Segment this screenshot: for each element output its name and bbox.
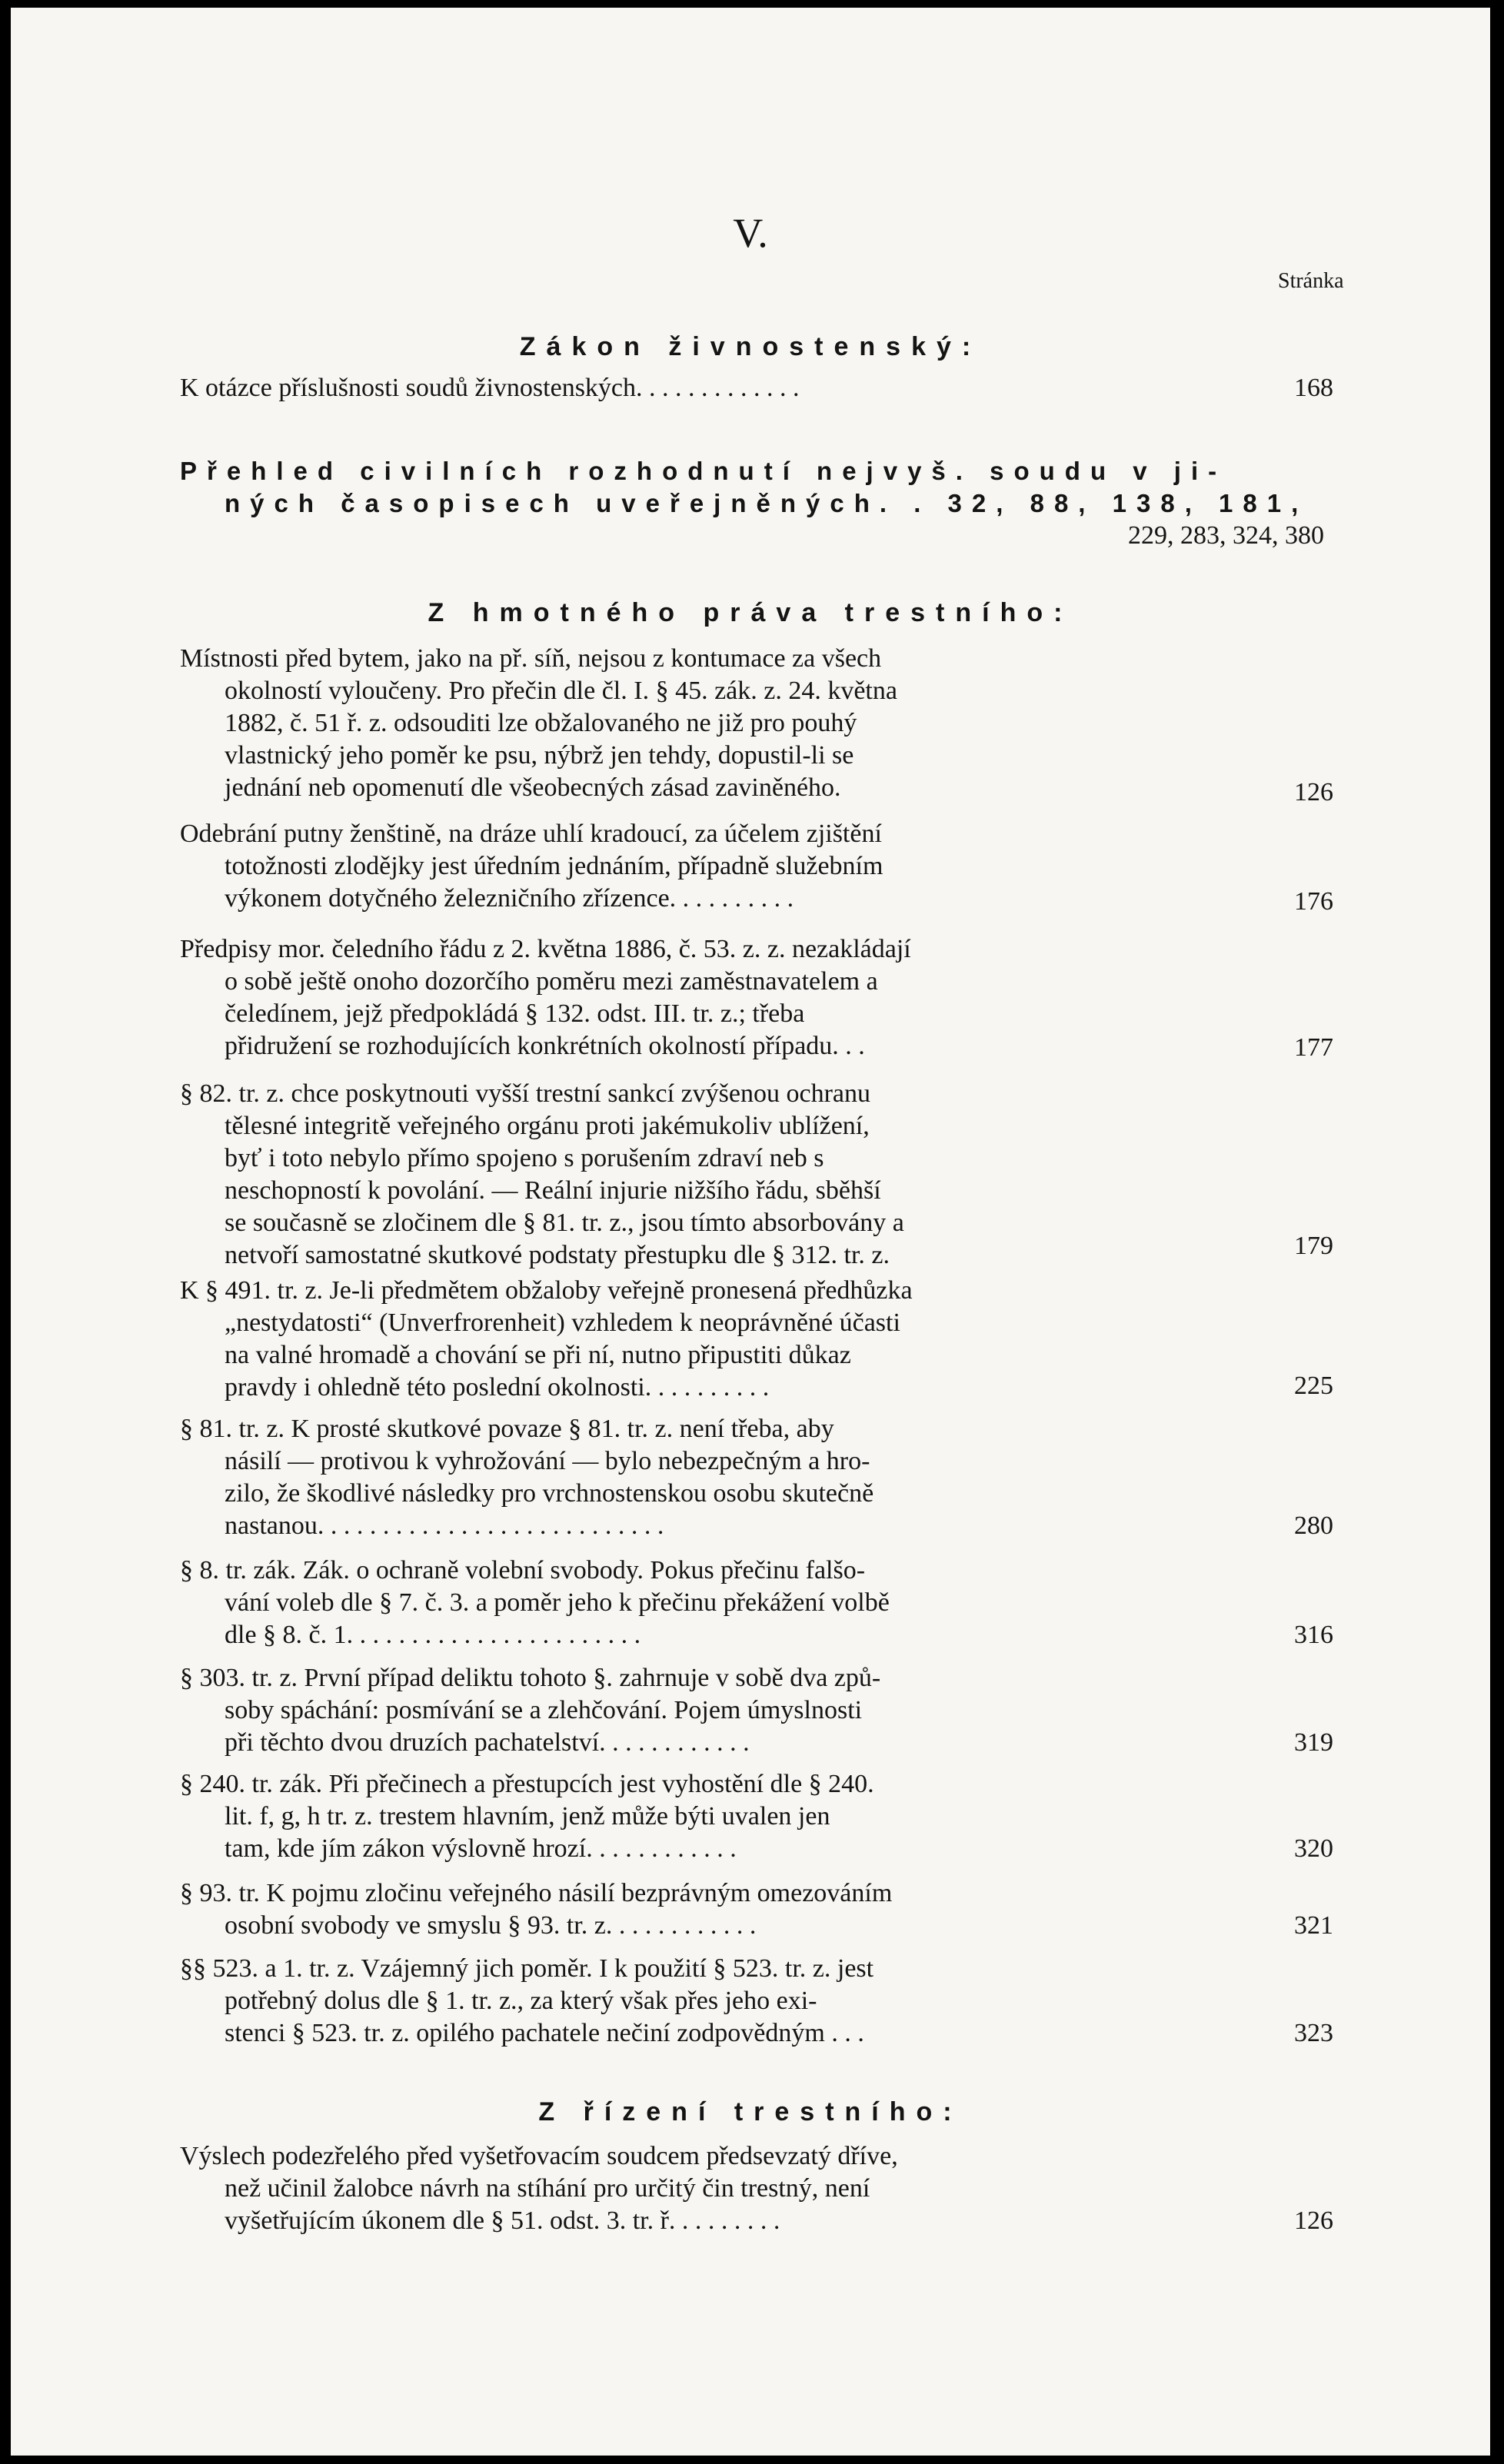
- entry-line: „nestydatosti“ (Unverfrorenheit) vzhledem k neoprávněné účasti: [225, 1308, 900, 1337]
- entry-page: 323: [1294, 2019, 1333, 2047]
- entry-line: vyšetřujícím úkonem dle § 51. odst. 3. tr. ř. . . . . . . . .: [225, 2206, 780, 2235]
- entry-line: byť i toto nebylo přímo spojeno s porušením zdraví neb s: [225, 1144, 824, 1172]
- entry-page: 321: [1294, 1911, 1333, 1940]
- entry-line: stenci § 523. tr. z. opilého pachatele nečiní zodpovědným . . .: [225, 2019, 864, 2047]
- entry-line: neschopností k povolání. — Reální injurie nižšího řádu, sběhší: [225, 1176, 881, 1205]
- entry-line: § 303. tr. z. První případ deliktu tohoto §. zahrnuje v sobě dva způ-: [180, 1664, 881, 1692]
- section-numeral: V.: [733, 210, 768, 256]
- entry-page: 176: [1294, 887, 1333, 916]
- entry-page: 126: [1294, 778, 1333, 806]
- entry-line: osobní svobody ve smyslu § 93. tr. z. . . . . . . . . . . .: [225, 1911, 757, 1940]
- entry-line: totožnosti zlodějky jest úředním jednáním, případně služebním: [225, 852, 883, 880]
- entry-1: [180, 372, 1333, 404]
- entry-line: K otázce příslušnosti soudů živnostenských. . . . . . . . . . . . .: [180, 374, 800, 402]
- entry-page: 319: [1294, 1728, 1333, 1757]
- entry-13: [180, 1953, 1333, 2050]
- entry-line: násilí — protivou k vyhrožování — bylo nebezpečným a hro-: [225, 1447, 870, 1475]
- entry-line: potřebný dolus dle § 1. tr. z., za který však přes jeho exi-: [225, 1987, 817, 2015]
- entry-line: při těchto dvou druzích pachatelství. . . . . . . . . . . .: [225, 1728, 750, 1757]
- entry-2: [180, 455, 1333, 552]
- entry-page: 316: [1294, 1621, 1333, 1649]
- entry-10: [180, 1662, 1333, 1759]
- entry-line: vlastnický jeho poměr ke psu, nýbrž jen tehdy, dopustil-li se: [225, 741, 854, 770]
- book-page: [11, 8, 1490, 2456]
- entry-9: [180, 1555, 1333, 1651]
- entry-line: tam, kde jím zákon výslovně hrozí. . . . . . . . . . . .: [225, 1834, 737, 1863]
- entry-line: dle § 8. č. 1. . . . . . . . . . . . . . . . . . . . . . .: [225, 1621, 641, 1649]
- entry-page: 320: [1294, 1834, 1333, 1863]
- entry-line: pravdy i ohledně této poslední okolnosti. . . . . . . . . .: [225, 1373, 770, 1402]
- entry-page: 225: [1294, 1372, 1333, 1400]
- entry-line: než učinil žalobce návrh na stíhání pro určitý čin trestný, není: [225, 2174, 870, 2203]
- entry-line: 1882, č. 51 ř. z. odsouditi lze obžalovaného ne již pro pouhý: [225, 709, 857, 737]
- entry-page: 168: [1294, 374, 1333, 402]
- entry-line: Výslech podezřelého před vyšetřovacím soudcem předsevzatý dříve,: [180, 2142, 898, 2170]
- entry-line: § 8. tr. zák. Zák. o ochraně volební svobody. Pokus přečinu falšo-: [180, 1556, 866, 1584]
- heading-hmotne-pravo: Z hmotného práva trestního:: [428, 598, 1073, 627]
- entry-7: [180, 1275, 1333, 1404]
- entry-6: [180, 1078, 1333, 1272]
- heading-rizeni-trestni: Z řízení trestního:: [538, 2097, 963, 2126]
- entry-page: 126: [1294, 2206, 1333, 2235]
- entry-line: 229, 283, 324, 380: [1128, 521, 1324, 550]
- entry-line: lit. f, g, h tr. z. trestem hlavním, jenž může býti uvalen jen: [225, 1802, 830, 1831]
- entry-3: [180, 643, 1333, 804]
- entry-page: 177: [1294, 1033, 1333, 1062]
- entry-line: jednání neb opomenutí dle všeobecných zásad zaviněného.: [225, 773, 841, 802]
- entry-page: 179: [1294, 1232, 1333, 1260]
- entry-line: se současně se zločinem dle § 81. tr. z., jsou tímto absorbovány a: [225, 1209, 904, 1237]
- entry-line: zilo, že škodlivé následky pro vrchnostenskou osobu skutečně: [225, 1479, 874, 1508]
- entry-line: § 82. tr. z. chce poskytnouti vyšší trestní sankcí zvýšenou ochranu: [180, 1079, 870, 1108]
- entry-line: výkonem dotyčného železničního zřízence. . . . . . . . . .: [225, 884, 794, 913]
- entry-11: [180, 1768, 1333, 1865]
- entry-line: okolností vyloučeny. Pro přečin dle čl. I. § 45. zák. z. 24. května: [225, 677, 897, 705]
- entry-line: nastanou. . . . . . . . . . . . . . . . . . . . . . . . . . .: [225, 1511, 664, 1540]
- entry-line: vání voleb dle § 7. č. 3. a poměr jeho k přečinu překážení volbě: [225, 1588, 890, 1617]
- entry-line: Přehled civilních rozhodnutí nejvyš. soudu v ji-: [180, 457, 1227, 485]
- entry-line: netvoří samostatné skutkové podstaty přestupku dle § 312. tr. z.: [225, 1241, 890, 1269]
- entry-page: 280: [1294, 1511, 1333, 1540]
- entry-14: [180, 2140, 1333, 2237]
- entry-4: [180, 818, 1333, 915]
- entry-line: § 81. tr. z. K prosté skutkové povaze § 81. tr. z. není třeba, aby: [180, 1415, 834, 1443]
- entry-line: Předpisy mor. čeledního řádu z 2. května 1886, č. 53. z. z. nezakládají: [180, 935, 911, 963]
- entry-line: §§ 523. a 1. tr. z. Vzájemný jich poměr. I k použití § 523. tr. z. jest: [180, 1954, 874, 1983]
- entry-line: přidružení se rozhodujících konkrétních okolností případu. . .: [225, 1032, 865, 1060]
- entry-line: Místnosti před bytem, jako na př. síň, nejsou z kontumace za všech: [180, 644, 882, 673]
- entry-line: § 240. tr. zák. Při přečinech a přestupcích jest vyhostění dle § 240.: [180, 1770, 874, 1798]
- entry-line: K § 491. tr. z. Je-li předmětem obžaloby veřejně pronesená předhůzka: [180, 1276, 913, 1305]
- entry-8: [180, 1413, 1333, 1542]
- entry-line: tělesné integritě veřejného orgánu proti jakémukoliv ublížení,: [225, 1112, 870, 1140]
- entry-12: [180, 1877, 1333, 1942]
- heading-zivnostensky: Zákon živnostenský:: [519, 332, 982, 361]
- entry-line: ných časopisech uveřejněných. . 32, 88, 138, 181,: [225, 489, 1309, 517]
- entry-line: čeledínem, jejž předpokládá § 132. odst. III. tr. z.; třeba: [225, 999, 805, 1028]
- entry-line: Odebrání putny ženštině, na dráze uhlí kradoucí, za účelem zjištění: [180, 820, 882, 848]
- entry-line: soby spáchání: posmívání se a zlehčování. Pojem úmyslnosti: [225, 1696, 863, 1724]
- entry-line: na valné hromadě a chování se při ní, nutno připustiti důkaz: [225, 1341, 851, 1369]
- entry-5: [180, 933, 1333, 1062]
- entry-line: § 93. tr. K pojmu zločinu veřejného násilí bezprávným omezováním: [180, 1879, 893, 1907]
- entry-line: o sobě ještě onoho dozorčího poměru mezi zaměstnavatelem a: [225, 967, 878, 996]
- page-column-label: Stránka: [1278, 269, 1344, 293]
